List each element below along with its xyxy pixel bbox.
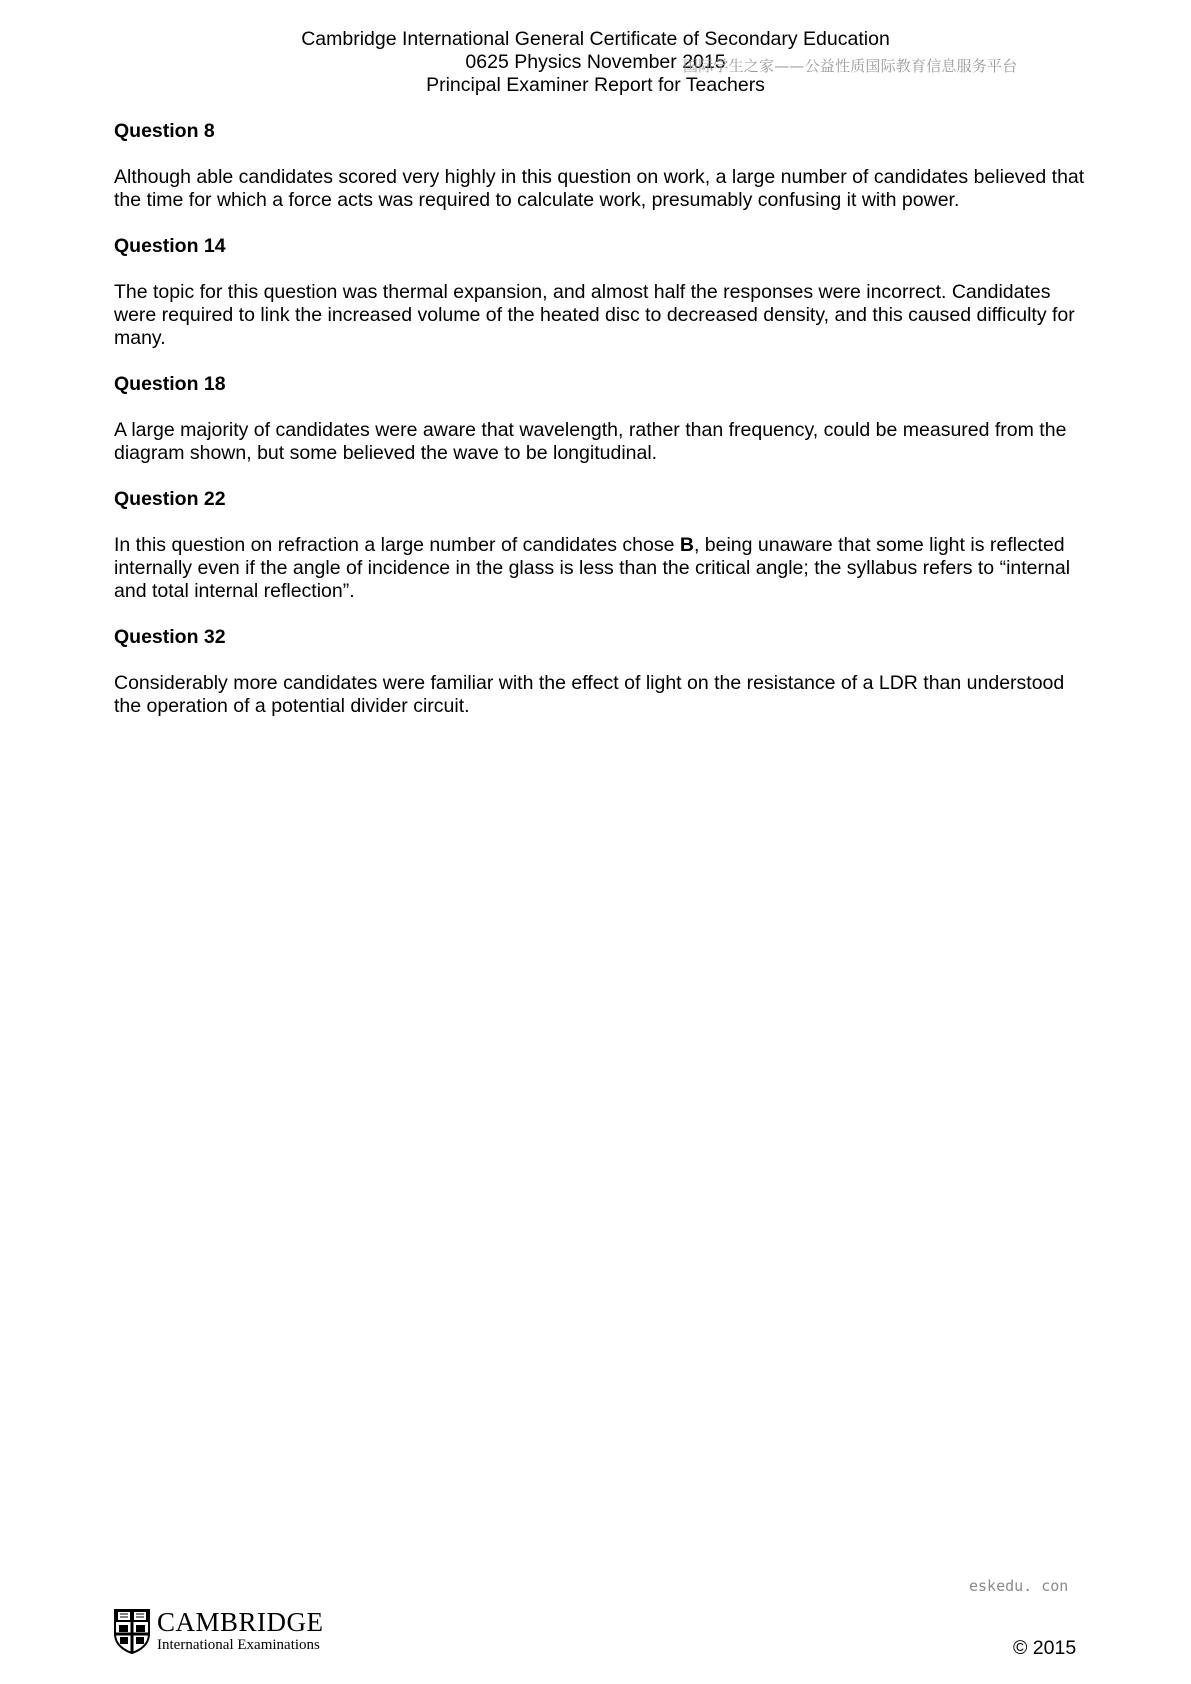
header-watermark: 国际学生之家——公益性质国际教育信息服务平台 xyxy=(683,57,1018,75)
crest-icon xyxy=(113,1608,151,1654)
question-body: The topic for this question was thermal expansion, and almost half the responses were incorrect. Candidates were required to link the increased volume of the heated disc to decreased density, and this caused difficulty for many. xyxy=(114,281,1075,349)
question-body-text: In this question on refraction a large number of candidates chose xyxy=(114,534,680,556)
question-heading: Question 18 xyxy=(114,373,226,395)
question-body: Although able candidates scored very highly in this question on work, a large number of candidates believed that the time for which a force acts was required to calculate work, presumably confusing it with power. xyxy=(114,166,1085,211)
report-content xyxy=(114,120,1094,741)
question-body: Considerably more candidates were familiar with the effect of light on the resistance of a LDR than understood the operation of a potential divider circuit. xyxy=(114,672,1065,717)
question-body: A large majority of candidates were aware that wavelength, rather than frequency, could be measured from the diagram shown, but some believed the wave to be longitudinal. xyxy=(114,419,1067,464)
question-heading: Question 22 xyxy=(114,488,226,510)
question-body xyxy=(114,534,1094,603)
logo-name: CAMBRIDGE xyxy=(157,1606,324,1637)
header-line-3: Principal Examiner Report for Teachers xyxy=(426,74,765,96)
question-heading: Question 32 xyxy=(114,626,226,648)
copyright: © 2015 xyxy=(1013,1637,1077,1659)
header-line-1: Cambridge International General Certificate of Secondary Education xyxy=(301,28,890,50)
cambridge-logo xyxy=(113,1608,324,1654)
question-heading: Question 8 xyxy=(114,120,215,142)
question-heading: Question 14 xyxy=(114,235,226,257)
question-body-text: , being unaware that some light is reflected internally even if the angle of incidence in the glass is less than the critical angle; the syllabus refers to “internal and total internal reflection”. xyxy=(114,534,1071,602)
header-line-2: 0625 Physics November 2015 xyxy=(465,51,726,73)
footer-watermark: eskedu. con xyxy=(969,1577,1069,1595)
answer-option-bold: B xyxy=(679,534,694,556)
logo-text xyxy=(157,1606,324,1654)
logo-subtitle: International Examinations xyxy=(157,1636,320,1653)
